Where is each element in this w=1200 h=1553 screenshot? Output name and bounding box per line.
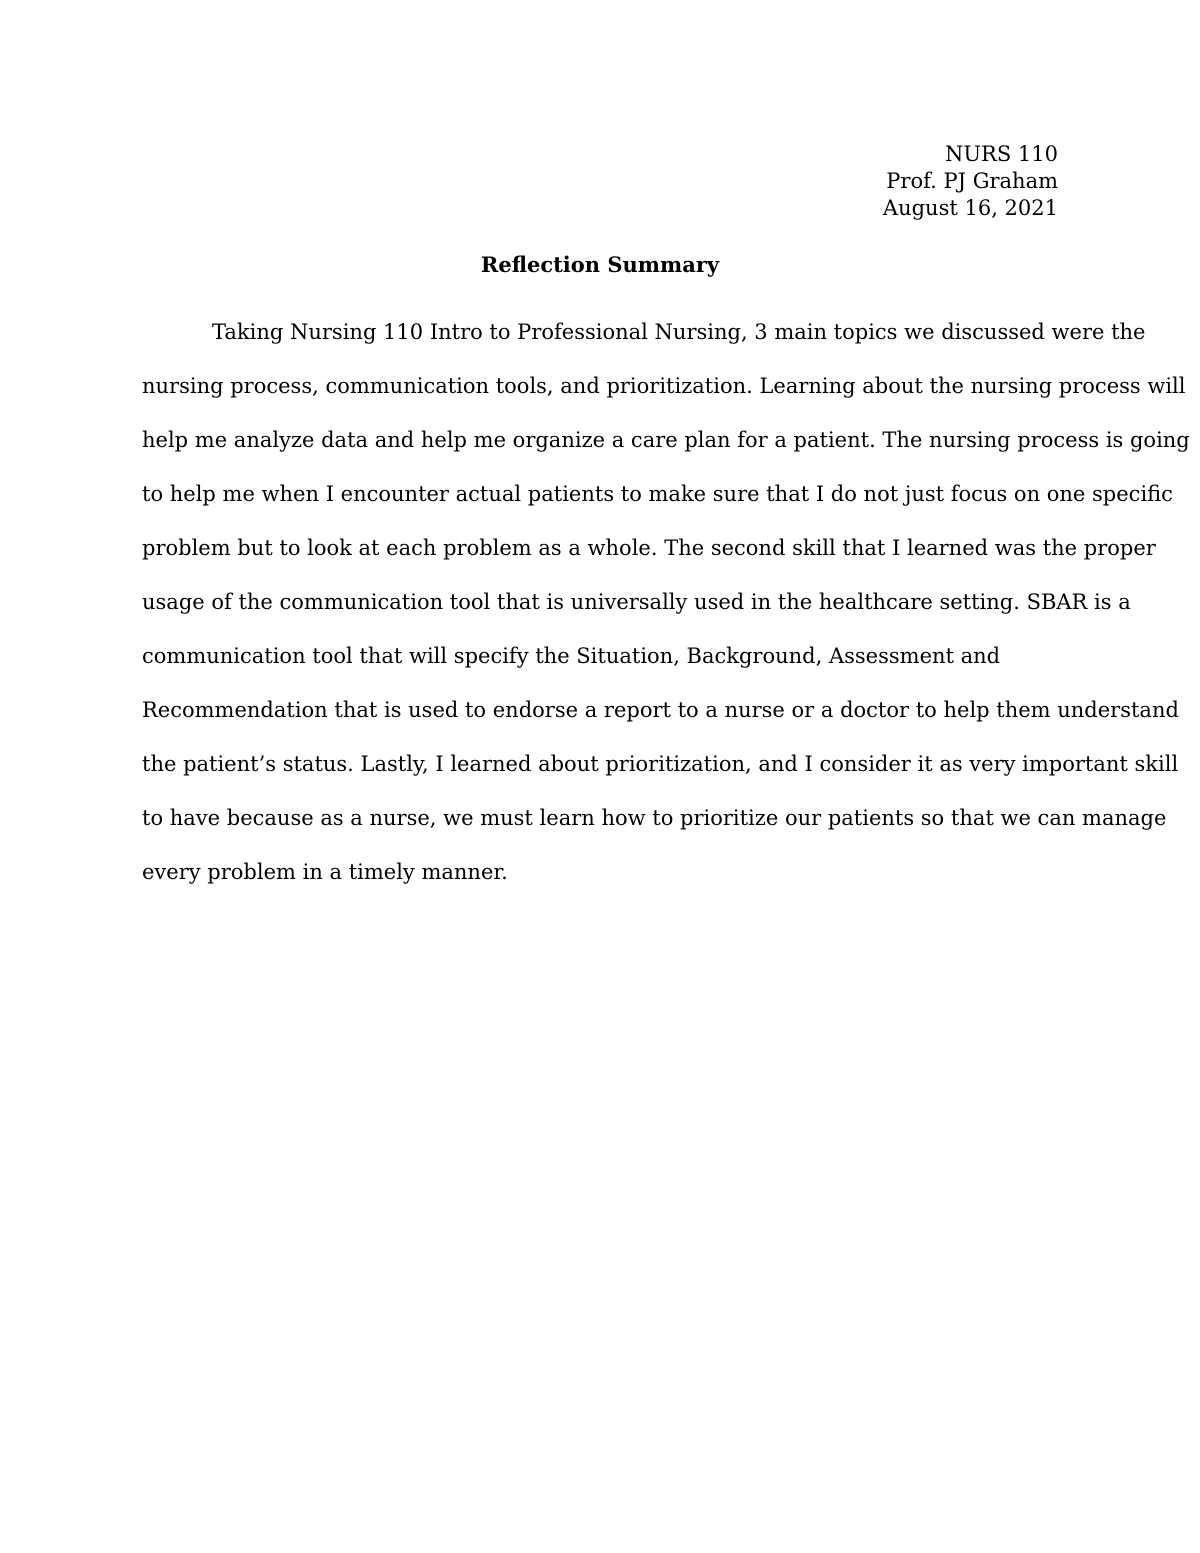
paragraph-line: communication tool that will specify the Situation, Background, Assessment and: [142, 644, 1001, 668]
paragraph-line: nursing process, communication tools, and prioritization. Learning about the nursing process will: [142, 374, 1186, 398]
paragraph-line: to have because as a nurse, we must learn how to prioritize our patients so that we can manage: [142, 806, 1167, 830]
date-label: August 16, 2021: [882, 196, 1058, 220]
paragraph-line: the patient’s status. Lastly, I learned about prioritization, and I consider it as very important skill: [142, 752, 1179, 776]
body-paragraph: [142, 305, 1190, 899]
document-title: Reflection Summary: [480, 252, 720, 277]
paragraph-line: help me analyze data and help me organize a care plan for a patient. The nursing process is going: [142, 428, 1190, 452]
paragraph-line: Taking Nursing 110 Intro to Professional Nursing, 3 main topics we discussed were the: [212, 320, 1146, 344]
course-label: NURS 110: [944, 142, 1058, 166]
professor-label: Prof. PJ Graham: [886, 169, 1058, 193]
paragraph-line: usage of the communication tool that is universally used in the healthcare setting. SBAR is a: [142, 590, 1131, 614]
paragraph-line: to help me when I encounter actual patients to make sure that I do not just focus on one specific: [142, 482, 1173, 506]
header-block: [883, 141, 1058, 222]
paragraph-line: every problem in a timely manner.: [142, 860, 508, 884]
paragraph-line: problem but to look at each problem as a whole. The second skill that I learned was the proper: [142, 536, 1156, 560]
paragraph-line: Recommendation that is used to endorse a report to a nurse or a doctor to help them understand: [142, 698, 1179, 722]
